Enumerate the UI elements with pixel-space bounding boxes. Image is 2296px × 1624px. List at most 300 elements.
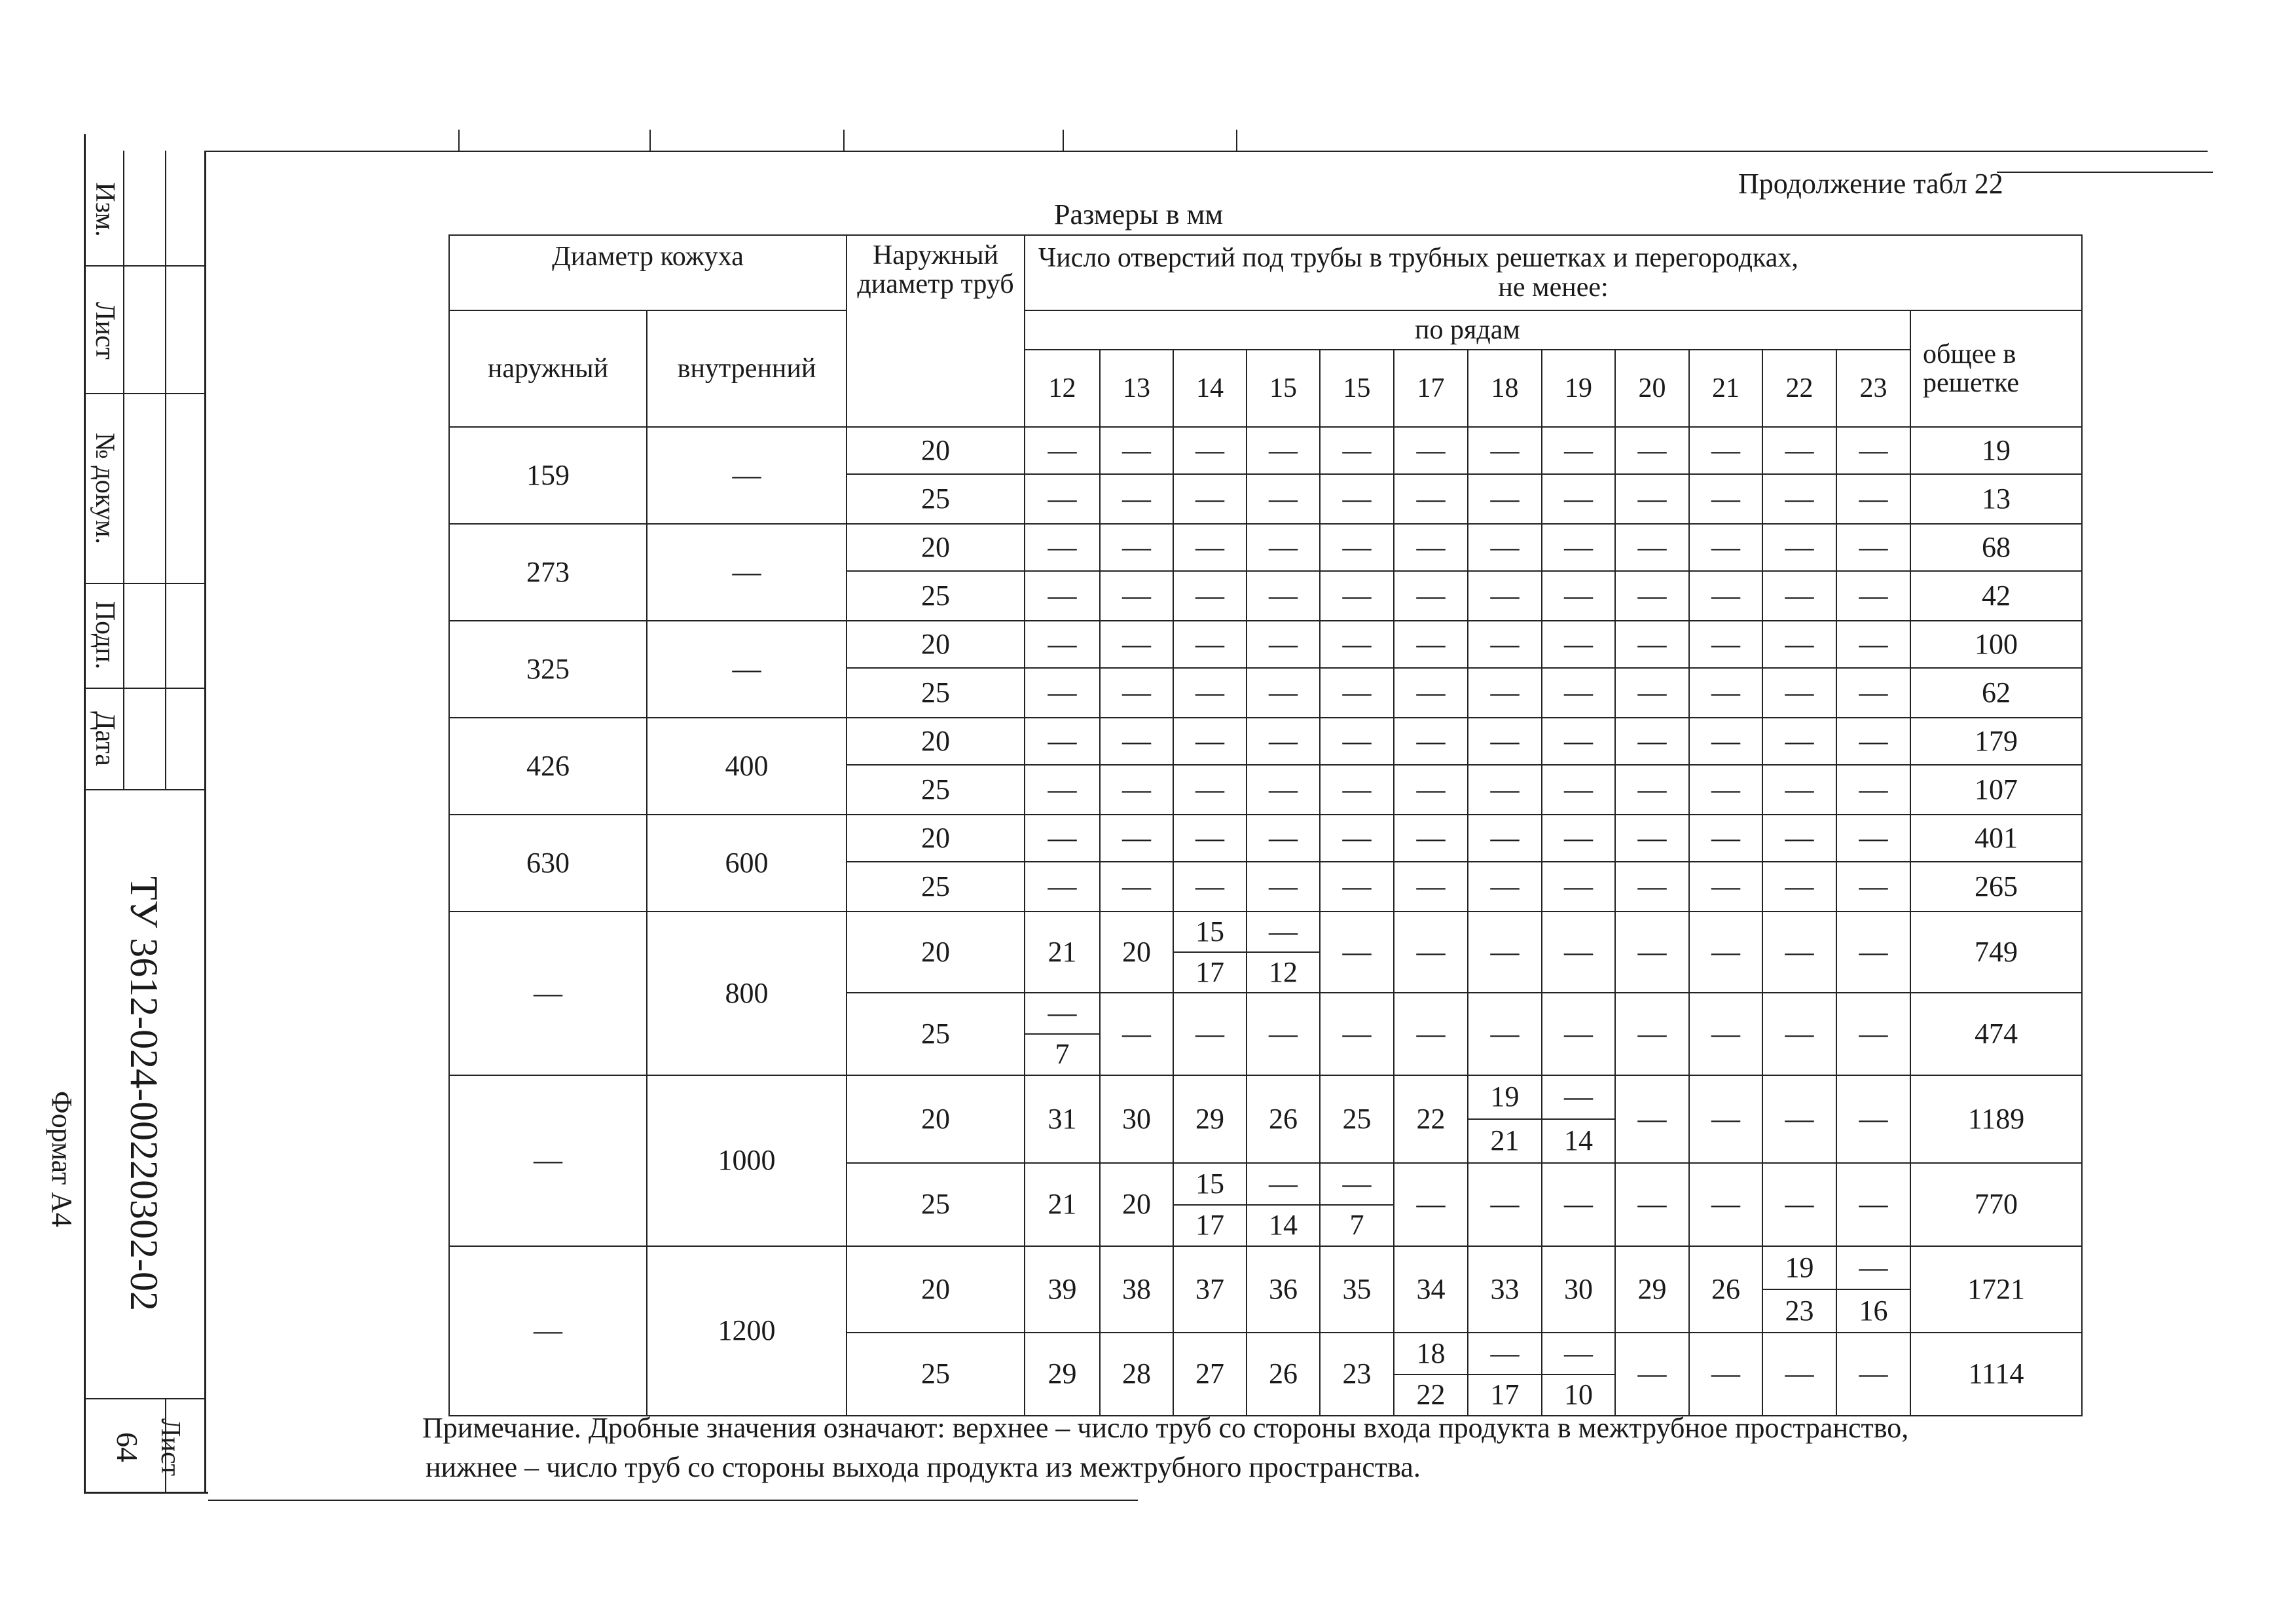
cell-row-count: — (1173, 621, 1247, 668)
top-tick (1063, 130, 1064, 151)
cell-row-count: — (1173, 474, 1247, 524)
doc-code: ТУ 3612-024-00220302-02 (122, 876, 166, 1312)
fraction-top: 19 (1763, 1247, 1836, 1290)
cell-row-count: 31 (1025, 1075, 1100, 1163)
cell-row-count: — (1615, 718, 1689, 765)
cell-inner-diameter: — (647, 427, 847, 524)
cell-row-count: — (1542, 912, 1615, 993)
cell-row-count: — (1394, 718, 1468, 765)
cell-fraction (1468, 1333, 1542, 1416)
cell-tube-diameter: 25 (847, 1163, 1025, 1246)
cell-row-count: — (1025, 571, 1100, 621)
table-row (449, 815, 2082, 862)
cell-tube-diameter: 25 (847, 571, 1025, 621)
cell-row-count: — (1320, 668, 1394, 718)
fraction-bottom: 16 (1859, 1294, 1888, 1327)
fraction-top: 15 (1174, 1164, 1246, 1206)
cell-row-count: — (1542, 993, 1615, 1075)
note-line-2: нижнее – число труб со стороны выхода продукта из межтрубного пространства. (426, 1451, 1421, 1483)
frame-bottom-line-ext (208, 1500, 1138, 1501)
cell-total: 62 (1910, 668, 2082, 718)
stamp-label-doc: № докум. (90, 432, 120, 545)
cell-row-count: — (1762, 427, 1836, 474)
cell-row-count: 29 (1173, 1075, 1247, 1163)
fraction-bottom: 17 (1195, 955, 1224, 988)
fraction-top: — (1468, 1333, 1541, 1375)
cell-row-count: — (1468, 815, 1542, 862)
cell-fraction (1836, 1246, 1910, 1333)
header-row-number: 19 (1542, 350, 1615, 427)
cell-row-count: — (1836, 668, 1910, 718)
cell-row-count: — (1762, 765, 1836, 815)
fraction-top: 19 (1468, 1076, 1541, 1120)
cell-row-count: — (1394, 765, 1468, 815)
cell-row-count: — (1394, 524, 1468, 571)
cell-row-count: — (1247, 668, 1320, 718)
top-tick (843, 130, 845, 151)
cell-row-count: — (1247, 474, 1320, 524)
cell-row-count: — (1689, 912, 1762, 993)
cell-row-count: — (1247, 862, 1320, 912)
cell-tube-diameter: 25 (847, 862, 1025, 912)
cell-tube-diameter: 25 (847, 668, 1025, 718)
cell-row-count: — (1836, 571, 1910, 621)
cell-row-count: — (1394, 427, 1468, 474)
fraction-bottom: 7 (1349, 1209, 1364, 1242)
cell-tube-diameter: 25 (847, 993, 1025, 1075)
table-row (449, 912, 2082, 993)
cell-row-count: — (1762, 1333, 1836, 1416)
cell-row-count: — (1689, 862, 1762, 912)
cell-row-count: — (1173, 427, 1247, 474)
cell-row-count: — (1689, 765, 1762, 815)
cell-row-count: — (1320, 621, 1394, 668)
header-row-number: 13 (1100, 350, 1173, 427)
cell-row-count: — (1173, 718, 1247, 765)
header-by-rows: по рядам (1025, 310, 1910, 350)
cell-row-count: — (1025, 427, 1100, 474)
cell-row-count: — (1320, 765, 1394, 815)
cell-row-count: — (1025, 621, 1100, 668)
table-row (449, 1075, 2082, 1163)
cell-total: 1114 (1910, 1333, 2082, 1416)
cell-total: 749 (1910, 912, 2082, 993)
cell-row-count: — (1615, 815, 1689, 862)
header-shell-diameter: Диаметр кожуха (449, 235, 847, 310)
cell-row-count: — (1100, 718, 1173, 765)
cell-row-count: 25 (1320, 1075, 1394, 1163)
cell-inner-diameter: 600 (647, 815, 847, 912)
fraction-bottom: 10 (1564, 1378, 1593, 1411)
cell-row-count: — (1689, 571, 1762, 621)
cell-tube-diameter: 20 (847, 912, 1025, 993)
cell-row-count: — (1542, 862, 1615, 912)
cell-outer-diameter: 630 (449, 815, 647, 912)
cell-row-count: — (1025, 524, 1100, 571)
stamp-col-line-2 (165, 151, 166, 789)
cell-row-count: — (1320, 524, 1394, 571)
header-holes-line-2: не менее: (1498, 272, 1609, 303)
cell-row-count: — (1025, 862, 1100, 912)
cell-row-count: — (1542, 621, 1615, 668)
cell-row-count: — (1394, 571, 1468, 621)
header-row-number: 17 (1394, 350, 1468, 427)
cell-row-count: 29 (1615, 1246, 1689, 1333)
header-holes-line-1: Число отверстий под трубы в трубных решетках и перегородках, (1038, 243, 1798, 274)
cell-row-count: — (1689, 993, 1762, 1075)
cell-row-count: — (1100, 474, 1173, 524)
sheet-label: Лист (155, 1418, 185, 1476)
cell-row-count: — (1615, 765, 1689, 815)
cell-row-count: — (1173, 993, 1247, 1075)
cell-row-count: 39 (1025, 1246, 1100, 1333)
cell-row-count: — (1542, 427, 1615, 474)
cell-row-count: 21 (1025, 1163, 1100, 1246)
cell-row-count: — (1468, 474, 1542, 524)
cell-inner-diameter: — (647, 621, 847, 718)
cell-fraction (1542, 1075, 1615, 1163)
cell-tube-diameter: 25 (847, 765, 1025, 815)
fraction-top: — (1247, 1164, 1319, 1206)
cell-fraction (1468, 1075, 1542, 1163)
cell-row-count: — (1542, 571, 1615, 621)
cell-row-count: 36 (1247, 1246, 1320, 1333)
cell-row-count: — (1689, 524, 1762, 571)
cell-total: 19 (1910, 427, 2082, 474)
cell-row-count: — (1247, 621, 1320, 668)
cell-inner-diameter: — (647, 524, 847, 621)
cell-row-count: 27 (1173, 1333, 1247, 1416)
cell-row-count: — (1615, 912, 1689, 993)
table-row (449, 718, 2082, 765)
cell-row-count: 21 (1025, 912, 1100, 993)
cell-row-count: — (1689, 718, 1762, 765)
cell-row-count: — (1689, 1163, 1762, 1246)
cell-row-count: — (1836, 1163, 1910, 1246)
top-tick (649, 130, 651, 151)
cell-row-count: 34 (1394, 1246, 1468, 1333)
stamp-label-list: Лист (90, 302, 120, 360)
header-row-number: 15 (1320, 350, 1394, 427)
cell-row-count: — (1100, 571, 1173, 621)
cell-row-count: 30 (1542, 1246, 1615, 1333)
header-row-number: 12 (1025, 350, 1100, 427)
cell-row-count: — (1100, 524, 1173, 571)
cell-total: 1721 (1910, 1246, 2082, 1333)
cell-row-count: — (1394, 621, 1468, 668)
cell-inner-diameter: 800 (647, 912, 847, 1075)
table-row (449, 1246, 2082, 1333)
cell-row-count: — (1542, 524, 1615, 571)
cell-row-count: — (1247, 524, 1320, 571)
cell-row-count: — (1836, 718, 1910, 765)
table-row (449, 524, 2082, 571)
fraction-top: — (1837, 1247, 1910, 1290)
cell-row-count: — (1836, 765, 1910, 815)
cell-tube-diameter: 20 (847, 621, 1025, 668)
cell-row-count: — (1762, 993, 1836, 1075)
cell-tube-diameter: 20 (847, 815, 1025, 862)
cell-total: 265 (1910, 862, 2082, 912)
cell-row-count: — (1615, 668, 1689, 718)
cell-row-count: — (1025, 668, 1100, 718)
cell-row-count: — (1247, 765, 1320, 815)
cell-row-count: — (1689, 474, 1762, 524)
cell-inner-diameter: 400 (647, 718, 847, 815)
cell-row-count: — (1689, 1075, 1762, 1163)
cell-row-count: — (1836, 912, 1910, 993)
cell-row-count: — (1173, 571, 1247, 621)
fraction-bottom: 22 (1416, 1378, 1446, 1411)
cell-row-count: — (1394, 1163, 1468, 1246)
cell-row-count: — (1173, 668, 1247, 718)
cell-row-count: — (1247, 993, 1320, 1075)
fraction-top: — (1247, 912, 1319, 953)
header-row-number: 21 (1689, 350, 1762, 427)
fraction-top: 18 (1394, 1333, 1467, 1375)
cell-outer-diameter: 273 (449, 524, 647, 621)
cell-row-count: — (1100, 668, 1173, 718)
cell-row-count: — (1468, 765, 1542, 815)
cell-row-count: — (1762, 668, 1836, 718)
cell-row-count: — (1542, 718, 1615, 765)
cell-row-count: — (1468, 718, 1542, 765)
cell-row-count: — (1394, 668, 1468, 718)
cell-row-count: — (1542, 765, 1615, 815)
cell-total: 13 (1910, 474, 2082, 524)
table-row (449, 427, 2082, 474)
cell-row-count: — (1542, 815, 1615, 862)
cell-row-count: — (1025, 815, 1100, 862)
cell-row-count: — (1615, 427, 1689, 474)
cell-outer-diameter: — (449, 912, 647, 1075)
cell-row-count: 33 (1468, 1246, 1542, 1333)
cell-fraction (1542, 1333, 1615, 1416)
cell-row-count: — (1615, 621, 1689, 668)
frame-top-line (204, 151, 2208, 152)
cell-row-count: — (1762, 1075, 1836, 1163)
frame-inner-line (204, 151, 206, 1493)
cell-fraction (1025, 993, 1100, 1075)
cell-row-count: — (1762, 524, 1836, 571)
fraction-bottom: 21 (1490, 1124, 1520, 1157)
cell-row-count: — (1394, 912, 1468, 993)
cell-row-count: — (1689, 427, 1762, 474)
cell-row-count: — (1762, 815, 1836, 862)
cell-fraction (1173, 1163, 1247, 1246)
cell-row-count: — (1468, 621, 1542, 668)
cell-row-count: — (1468, 993, 1542, 1075)
header-row-number: 20 (1615, 350, 1689, 427)
cell-row-count: — (1320, 912, 1394, 993)
cell-fraction (1320, 1163, 1394, 1246)
cell-fraction (1762, 1246, 1836, 1333)
cell-row-count: — (1615, 524, 1689, 571)
cell-total: 401 (1910, 815, 2082, 862)
cell-row-count: — (1689, 815, 1762, 862)
cell-row-count: 38 (1100, 1246, 1173, 1333)
cell-row-count: — (1836, 815, 1910, 862)
fraction-bottom: 7 (1055, 1038, 1070, 1071)
cell-row-count: — (1100, 862, 1173, 912)
cell-outer-diameter: 426 (449, 718, 647, 815)
cell-row-count: — (1320, 718, 1394, 765)
cell-row-count: — (1247, 815, 1320, 862)
cell-row-count: 26 (1689, 1246, 1762, 1333)
fraction-bottom: 17 (1195, 1209, 1224, 1242)
cell-row-count: — (1394, 993, 1468, 1075)
cell-outer-diameter: — (449, 1075, 647, 1246)
cell-row-count: — (1320, 571, 1394, 621)
cell-row-count: 22 (1394, 1075, 1468, 1163)
cell-row-count: — (1836, 621, 1910, 668)
cell-row-count: — (1468, 912, 1542, 993)
header-row-number: 15 (1247, 350, 1320, 427)
tube-holes-table (448, 234, 2083, 1416)
cell-row-count: — (1320, 427, 1394, 474)
cell-row-count: — (1762, 1163, 1836, 1246)
cell-row-count: — (1100, 765, 1173, 815)
frame-top-line-ext (1997, 172, 2213, 173)
cell-row-count: 20 (1100, 912, 1173, 993)
cell-outer-diameter: — (449, 1246, 647, 1416)
cell-tube-diameter: 20 (847, 427, 1025, 474)
cell-row-count: 29 (1025, 1333, 1100, 1416)
cell-row-count: 20 (1100, 1163, 1173, 1246)
cell-row-count: — (1100, 621, 1173, 668)
cell-fraction (1394, 1333, 1468, 1416)
cell-row-count: — (1394, 815, 1468, 862)
cell-total: 68 (1910, 524, 2082, 571)
cell-total: 770 (1910, 1163, 2082, 1246)
cell-row-count: — (1762, 862, 1836, 912)
cell-tube-diameter: 25 (847, 474, 1025, 524)
cell-row-count: — (1836, 524, 1910, 571)
cell-row-count: — (1394, 862, 1468, 912)
cell-row-count: — (1247, 571, 1320, 621)
fraction-top: — (1025, 993, 1099, 1035)
cell-row-count: 28 (1100, 1333, 1173, 1416)
cell-row-count: — (1100, 993, 1173, 1075)
format-label: Формат А4 (46, 1090, 79, 1228)
cell-row-count: — (1173, 765, 1247, 815)
top-tick (1236, 130, 1237, 151)
cell-row-count: 35 (1320, 1246, 1394, 1333)
header-row-number: 14 (1173, 350, 1247, 427)
header-total: общее в решетке (1910, 310, 2082, 427)
cell-total: 107 (1910, 765, 2082, 815)
cell-row-count: — (1836, 427, 1910, 474)
cell-row-count: — (1836, 862, 1910, 912)
stamp-label-sign: Подп. (90, 600, 120, 670)
cell-tube-diameter: 20 (847, 524, 1025, 571)
cell-row-count: — (1615, 571, 1689, 621)
cell-row-count: — (1836, 993, 1910, 1075)
cell-row-count: — (1615, 1333, 1689, 1416)
top-tick (458, 130, 460, 151)
fraction-bottom: 14 (1269, 1209, 1298, 1242)
cell-row-count: 23 (1320, 1333, 1394, 1416)
header-outer: наружный (449, 310, 647, 427)
fraction-top: — (1542, 1333, 1614, 1375)
cell-row-count: — (1173, 524, 1247, 571)
note-line-1: Примечание. Дробные значения означают: верхнее – число труб со стороны входа продукта в межтрубное пространство, (422, 1412, 1909, 1444)
cell-row-count: — (1320, 815, 1394, 862)
cell-outer-diameter: 325 (449, 621, 647, 718)
cell-row-count: — (1689, 668, 1762, 718)
cell-tube-diameter: 20 (847, 718, 1025, 765)
cell-row-count: — (1615, 1075, 1689, 1163)
cell-row-count: 37 (1173, 1246, 1247, 1333)
fraction-top: — (1321, 1164, 1393, 1206)
cell-tube-diameter: 20 (847, 1075, 1025, 1163)
cell-row-count: — (1173, 815, 1247, 862)
cell-row-count: — (1762, 474, 1836, 524)
cell-total: 42 (1910, 571, 2082, 621)
header-holes-count (1025, 235, 2082, 310)
cell-inner-diameter: 1200 (647, 1246, 847, 1416)
fraction-bottom: 23 (1785, 1294, 1814, 1327)
cell-row-count: — (1542, 474, 1615, 524)
cell-row-count: — (1762, 718, 1836, 765)
cell-row-count: — (1025, 474, 1100, 524)
cell-row-count: — (1836, 1075, 1910, 1163)
header-row-number: 22 (1762, 350, 1836, 427)
stamp-label-izm: Изм. (90, 182, 120, 237)
cell-row-count: — (1320, 474, 1394, 524)
cell-row-count: — (1468, 571, 1542, 621)
continuation-label: Продолжение табл 22 (1738, 168, 2003, 200)
cell-row-count: 26 (1247, 1333, 1320, 1416)
cell-row-count: — (1468, 524, 1542, 571)
header-inner: внутренний (647, 310, 847, 427)
header-row-number: 23 (1836, 350, 1910, 427)
cell-row-count: — (1394, 474, 1468, 524)
cell-row-count: — (1468, 1163, 1542, 1246)
cell-tube-diameter: 25 (847, 1333, 1025, 1416)
cell-row-count: — (1762, 621, 1836, 668)
cell-row-count: — (1320, 993, 1394, 1075)
fraction-top: 15 (1174, 912, 1246, 953)
cell-row-count: — (1689, 621, 1762, 668)
cell-total: 1189 (1910, 1075, 2082, 1163)
cell-row-count: — (1320, 862, 1394, 912)
cell-row-count: — (1762, 571, 1836, 621)
table-row (449, 621, 2082, 668)
cell-row-count: — (1468, 862, 1542, 912)
cell-row-count: — (1615, 862, 1689, 912)
cell-row-count: — (1100, 815, 1173, 862)
cell-tube-diameter: 20 (847, 1246, 1025, 1333)
cell-outer-diameter: 159 (449, 427, 647, 524)
fraction-bottom: 14 (1564, 1124, 1593, 1157)
header-tube-diameter: Наружный диаметр труб (847, 235, 1025, 427)
cell-row-count: — (1468, 427, 1542, 474)
cell-total: 100 (1910, 621, 2082, 668)
cell-row-count: — (1468, 668, 1542, 718)
cell-row-count: 26 (1247, 1075, 1320, 1163)
cell-row-count: — (1247, 427, 1320, 474)
cell-row-count: — (1247, 718, 1320, 765)
fraction-bottom: 12 (1269, 955, 1298, 988)
cell-row-count: — (1025, 765, 1100, 815)
cell-fraction (1247, 1163, 1320, 1246)
cell-row-count: — (1836, 1333, 1910, 1416)
cell-inner-diameter: 1000 (647, 1075, 847, 1246)
cell-row-count: — (1615, 1163, 1689, 1246)
cell-row-count: — (1542, 668, 1615, 718)
cell-total: 474 (1910, 993, 2082, 1075)
